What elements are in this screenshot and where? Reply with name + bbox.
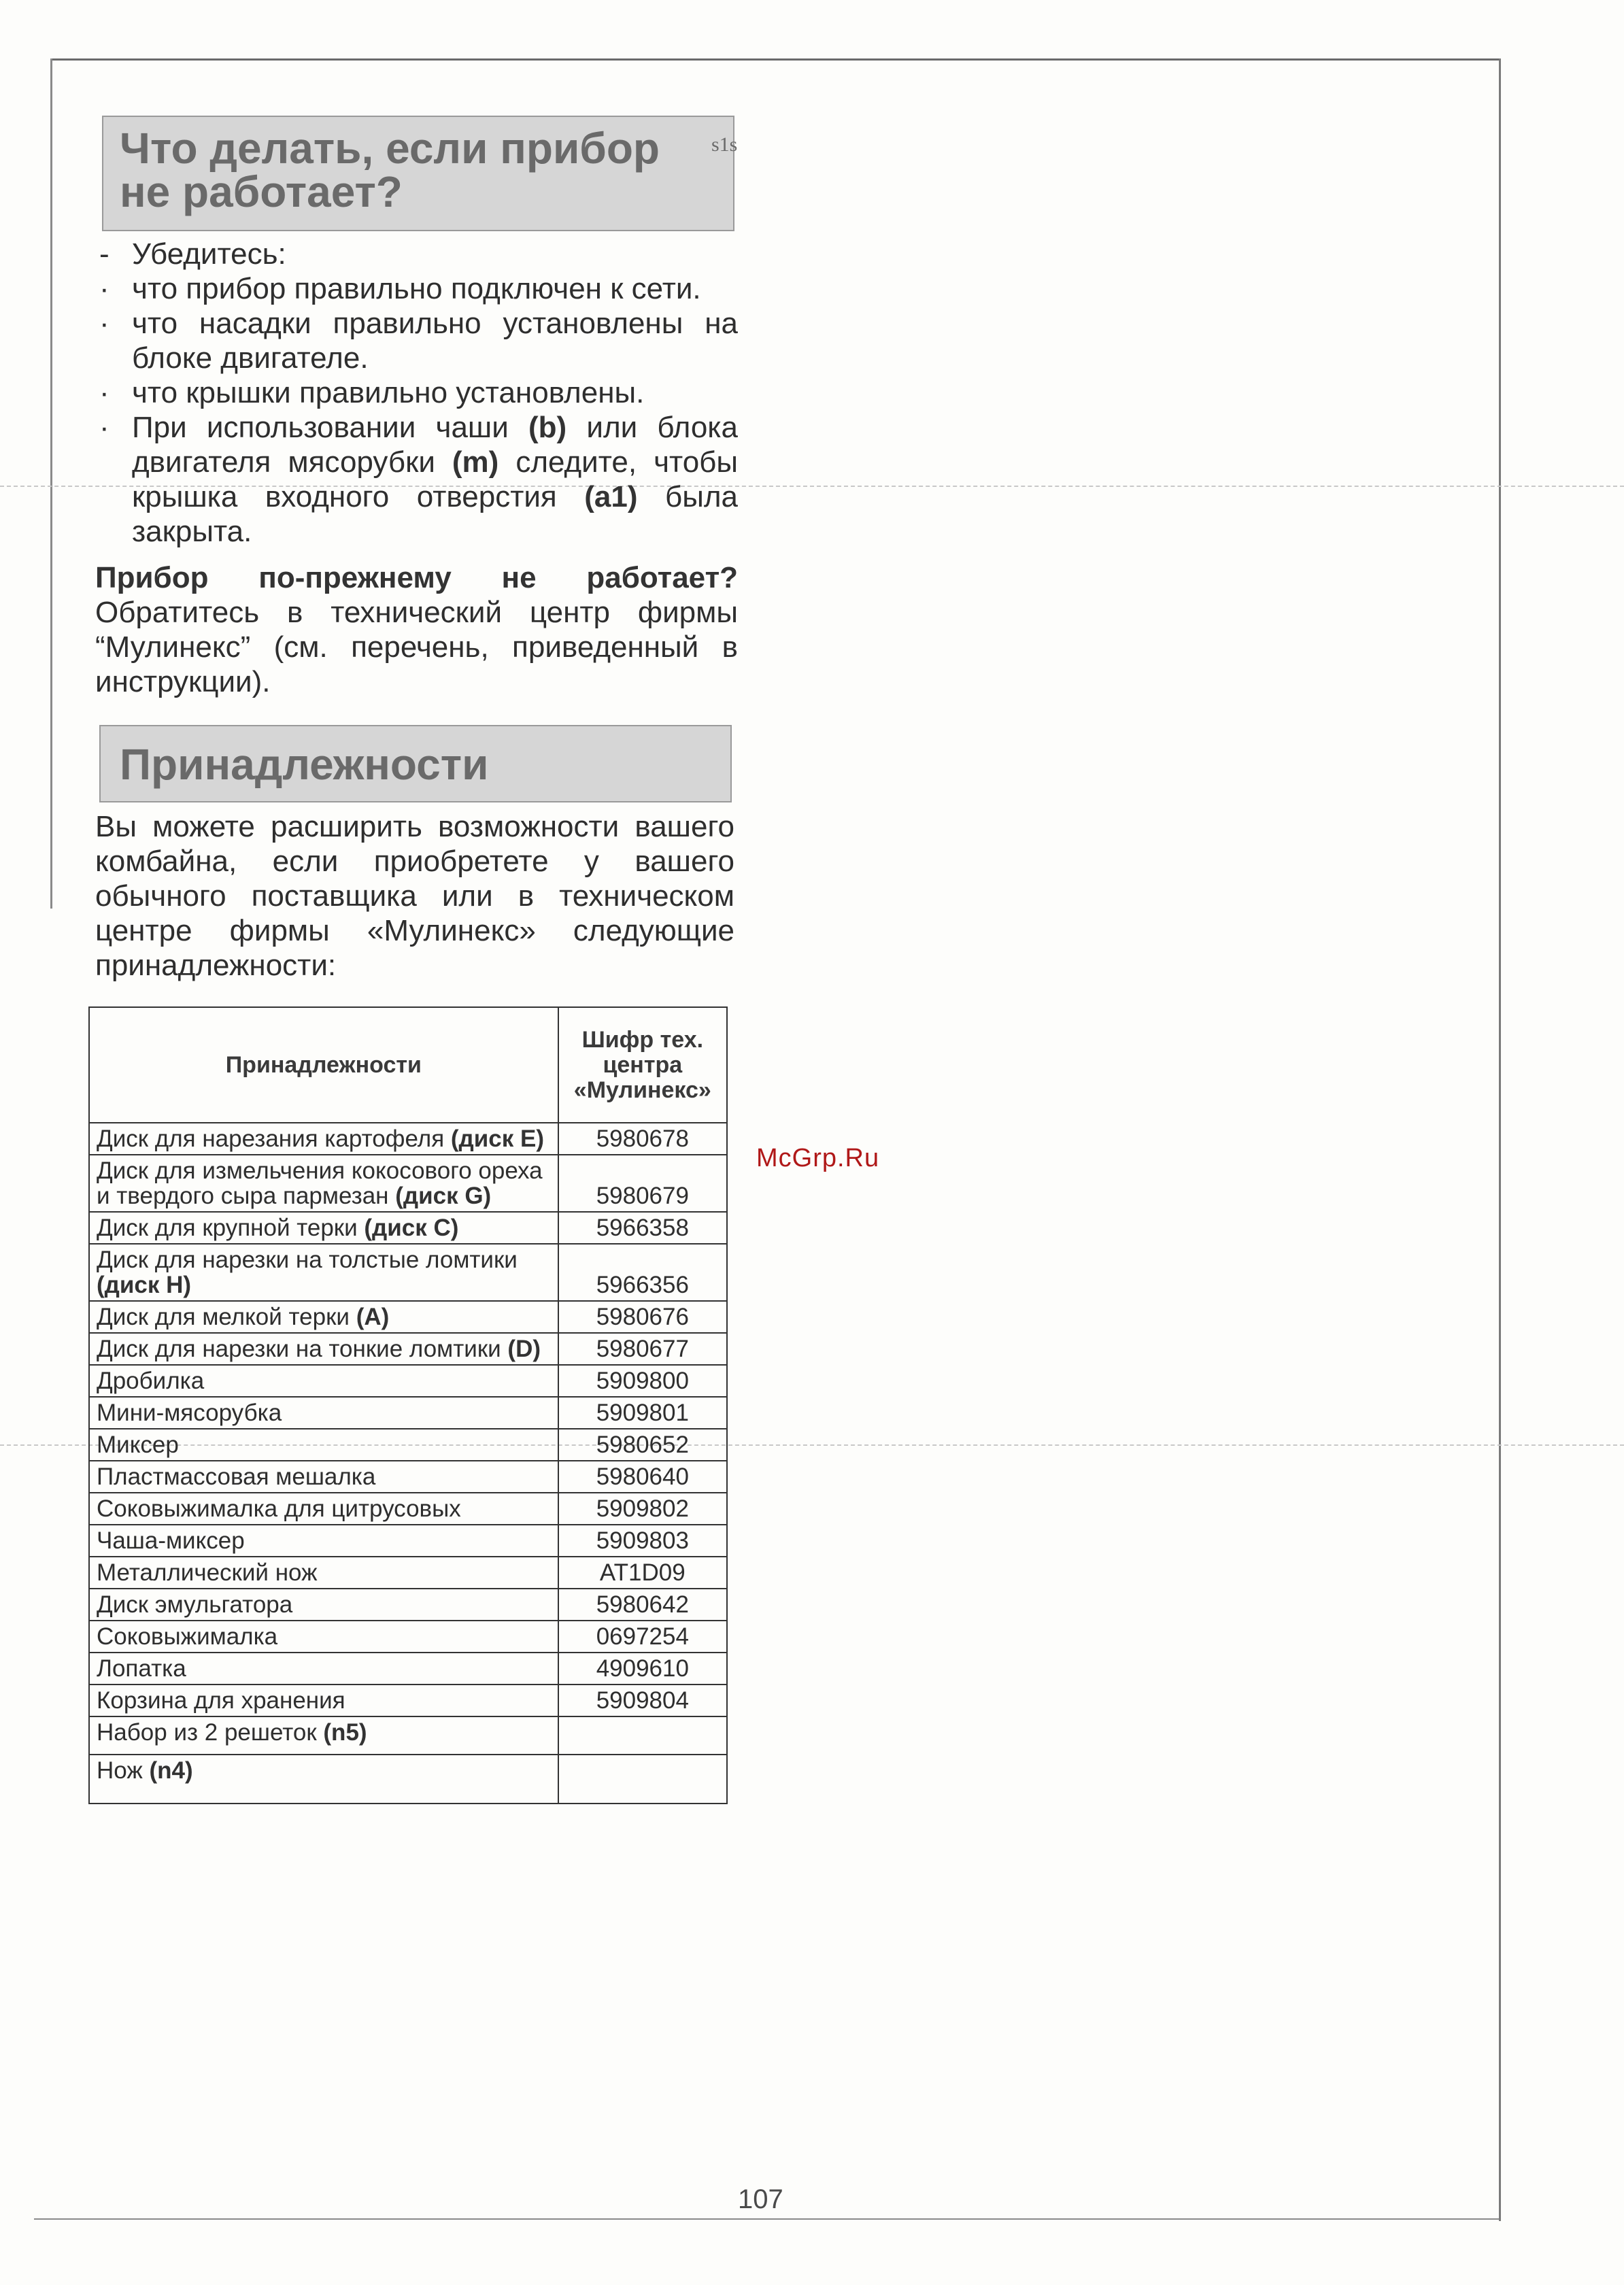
accessory-name: Диск для мелкой терки	[97, 1304, 356, 1330]
table-row	[89, 1461, 727, 1493]
accessory-name-cell	[89, 1212, 558, 1244]
accessory-code: 0697254	[558, 1621, 727, 1653]
accessory-code: 5909804	[558, 1685, 727, 1716]
accessory-code: 5980652	[558, 1429, 727, 1461]
table-row	[89, 1429, 727, 1461]
table-row	[89, 1244, 727, 1301]
bullet-marker: ·	[99, 376, 109, 409]
accessory-name: Соковыжималка для цитрусовых	[97, 1495, 461, 1522]
accessory-name: Корзина для хранения	[97, 1687, 345, 1714]
accessory-code: 5980640	[558, 1461, 727, 1493]
accessory-name-cell	[89, 1685, 558, 1716]
accessory-label: (диск E)	[450, 1125, 544, 1152]
accessory-name: Набор из 2 решеток	[97, 1719, 324, 1746]
page-frame-right	[1499, 58, 1501, 2221]
table-row	[89, 1212, 727, 1244]
accessory-name-cell	[89, 1301, 558, 1333]
accessory-name-cell	[89, 1653, 558, 1685]
accessory-label: (A)	[356, 1304, 390, 1330]
accessory-name-cell	[89, 1589, 558, 1621]
accessory-name-cell	[89, 1155, 558, 1212]
page-frame-top	[50, 58, 1499, 61]
accessory-name-cell	[89, 1461, 558, 1493]
accessory-name: Металлический нож	[97, 1559, 318, 1586]
accessory-name: Миксер	[97, 1432, 179, 1458]
accessory-label: (диск G)	[395, 1183, 492, 1209]
accessory-code: 5909800	[558, 1365, 727, 1397]
table-header-row	[89, 1007, 727, 1123]
accessory-name: Диск для нарезания картофеля	[97, 1125, 451, 1152]
accessory-name: Дробилка	[97, 1368, 205, 1394]
troubleshooting-checklist	[95, 237, 738, 549]
accessory-code: 5909802	[558, 1493, 727, 1525]
troubleshooting-heading: Что делать, если прибор не работает?	[102, 116, 734, 231]
accessory-name: Диск для нарезки на тонкие ломтики	[97, 1336, 508, 1362]
accessory-name: Диск для измельчения кокосового ореха и твердого сыра пармезан	[97, 1157, 543, 1209]
accessory-name: Диск эмульгатора	[97, 1591, 293, 1618]
table-row	[89, 1685, 727, 1716]
accessories-intro: Вы можете расширить возможности вашего комбайна, если приобретете у вашего обычного поставщика или в техническом центре фирмы «Мулинекс» следующие принадлежности:	[95, 810, 734, 982]
table-row	[89, 1123, 727, 1155]
accessory-code	[558, 1755, 727, 1804]
accessory-name: Диск для крупной терки	[97, 1215, 365, 1241]
page-frame-left	[50, 58, 52, 909]
list-item-text: что насадки правильно установлены на блоке двигателе.	[132, 307, 738, 375]
list-item	[95, 306, 738, 375]
handwritten-scribble: s1s	[711, 133, 738, 156]
table-row	[89, 1397, 727, 1429]
table-row	[89, 1333, 727, 1365]
accessory-code: 5966358	[558, 1212, 727, 1244]
accessory-code: 5909801	[558, 1397, 727, 1429]
list-item-text: была закрыта.	[132, 480, 738, 548]
list-item	[95, 375, 738, 410]
part-label-m: (m)	[452, 445, 499, 479]
accessory-code: 5909803	[558, 1525, 727, 1557]
accessory-label: (n5)	[323, 1719, 367, 1746]
accessory-name-cell	[89, 1525, 558, 1557]
accessory-name-cell	[89, 1333, 558, 1365]
table-row	[89, 1716, 727, 1755]
bullet-marker: ·	[99, 307, 109, 340]
accessory-code: 5966356	[558, 1244, 727, 1301]
accessory-name: Пластмассовая мешалка	[97, 1463, 376, 1490]
accessory-name-cell	[89, 1429, 558, 1461]
advice-text: Обратитесь в технический центр фирмы “Мулинекс” (см. перечень, приведенный в инструкции).	[95, 596, 738, 698]
accessory-name: Чаша-миксер	[97, 1527, 245, 1554]
table-row	[89, 1755, 727, 1804]
accessory-name-cell	[89, 1755, 558, 1804]
accessory-name-cell	[89, 1716, 558, 1755]
list-item-text: или блока двигателя мясорубки	[132, 411, 738, 479]
column-header-accessories: Принадлежности	[89, 1007, 558, 1123]
table-row	[89, 1589, 727, 1621]
table-row	[89, 1557, 727, 1589]
accessories-heading: Принадлежности	[99, 725, 732, 802]
accessory-label: (диск C)	[364, 1215, 459, 1241]
list-item-text: Убедитесь:	[132, 237, 286, 271]
table-row	[89, 1525, 727, 1557]
accessory-code: AT1D09	[558, 1557, 727, 1589]
accessory-name: Диск для нарезки на толстые ломтики	[97, 1247, 518, 1273]
page-frame-bottom	[34, 2218, 1499, 2220]
list-item-text: что прибор правильно подключен к сети.	[132, 272, 701, 305]
part-label-a1: (a1)	[584, 480, 638, 513]
table-row	[89, 1155, 727, 1212]
table-row	[89, 1653, 727, 1685]
accessory-label: (n4)	[149, 1757, 193, 1784]
accessory-code: 5980679	[558, 1155, 727, 1212]
accessory-code: 5980676	[558, 1301, 727, 1333]
accessory-name-cell	[89, 1123, 558, 1155]
accessory-name: Лопатка	[97, 1655, 186, 1682]
accessory-name: Мини-мясорубка	[97, 1400, 282, 1426]
list-item	[95, 271, 738, 306]
accessory-name-cell	[89, 1621, 558, 1653]
list-item-text: следите, чтобы крышка входного отверстия	[132, 445, 738, 513]
accessory-code	[558, 1716, 727, 1755]
accessory-name-cell	[89, 1244, 558, 1301]
table-row	[89, 1365, 727, 1397]
dash-marker: -	[99, 237, 109, 271]
list-item	[95, 237, 738, 271]
accessory-name: Соковыжималка	[97, 1623, 278, 1650]
bullet-marker: ·	[99, 411, 109, 444]
accessory-name: Нож	[97, 1757, 150, 1784]
table-row	[89, 1301, 727, 1333]
accessory-code: 5980677	[558, 1333, 727, 1365]
list-item-text: При использовании чаши	[132, 411, 529, 444]
accessory-code: 5980678	[558, 1123, 727, 1155]
accessory-label: (D)	[507, 1336, 541, 1362]
accessory-label: (диск H)	[97, 1272, 192, 1298]
service-advice	[95, 560, 738, 699]
column-header-code: Шифр тех. центра «Мулинекс»	[558, 1007, 727, 1123]
watermark: McGrp.Ru	[756, 1144, 880, 1172]
accessory-code: 4909610	[558, 1653, 727, 1685]
accessory-name-cell	[89, 1397, 558, 1429]
advice-question: Прибор по-прежнему не работает?	[95, 561, 738, 594]
page-number: 107	[738, 2184, 783, 2214]
accessories-table	[88, 1006, 728, 1804]
accessory-name-cell	[89, 1365, 558, 1397]
accessory-name-cell	[89, 1493, 558, 1525]
accessory-code: 5980642	[558, 1589, 727, 1621]
accessory-name-cell	[89, 1557, 558, 1589]
bullet-marker: ·	[99, 272, 109, 305]
list-item	[95, 410, 738, 549]
list-item-text: что крышки правильно установлены.	[132, 376, 645, 409]
part-label-b: (b)	[528, 411, 567, 444]
table-row	[89, 1493, 727, 1525]
table-row	[89, 1621, 727, 1653]
